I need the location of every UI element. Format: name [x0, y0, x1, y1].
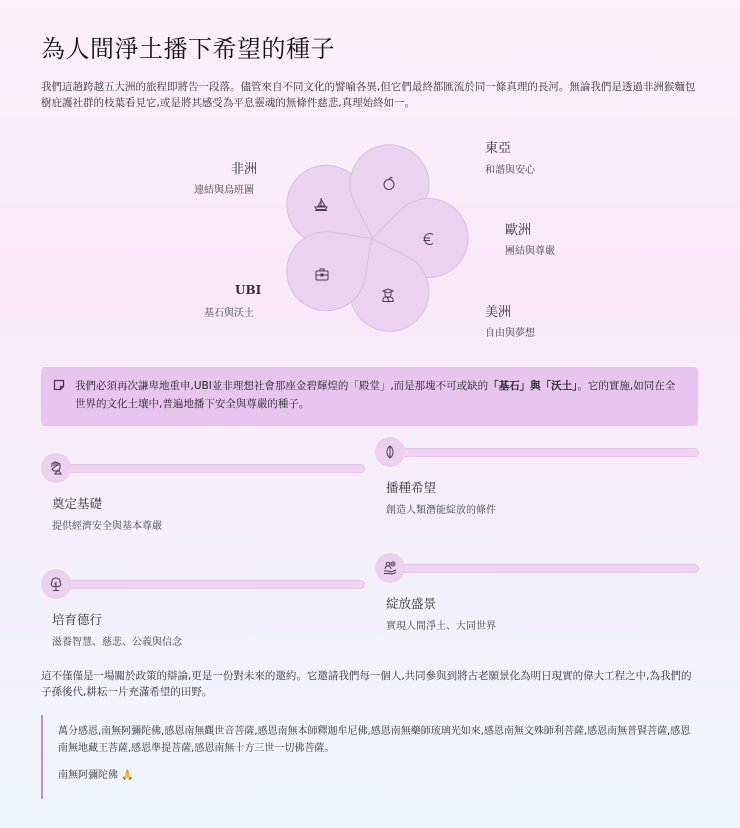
ubi-label: UBI: [235, 283, 262, 297]
card-progress-bar: [61, 580, 365, 589]
ubi-sublabel: 基石與沃土: [204, 308, 254, 319]
card-progress-bar: [395, 564, 699, 573]
east-asia-label: 東亞: [485, 141, 512, 156]
east-asia-sublabel: 和諧與安心: [485, 165, 535, 176]
gratitude-blockquote: [41, 715, 698, 799]
sailboat-icon: [313, 196, 329, 212]
amitabha-text: 南無阿彌陀佛 🙏: [58, 770, 134, 781]
callout-and: 與: [530, 380, 541, 392]
africa-sublabel: 連結與烏班圖: [194, 185, 254, 196]
outro-paragraph: 這不僅僅是一場關於政策的辯論,更是一份對未來的邀約。它邀請我們每一個人,共同參與到將古老願景化為明日現實的偉大工程之中,為我們的子孫後代,耕耘一片充滿希望的田野。: [41, 670, 692, 698]
page-title: 為人間淨土播下希望的種子: [41, 35, 335, 63]
card-icon-circle: [41, 453, 71, 483]
card-subtitle: 滋養智慧、慈悲、公義與信念: [52, 637, 182, 648]
apple-icon: [381, 175, 397, 191]
callout-text-before: 我們必須再次謙卑地重申,UBI並非理想社會那座金碧輝煌的「殿堂」,而是那塊不可或缺的: [75, 380, 489, 392]
callout-box: [41, 367, 698, 426]
card-subtitle: 創造人類潛能綻放的條件: [386, 505, 496, 516]
card-subtitle: 提供經濟安全與基本尊嚴: [52, 521, 162, 532]
note-icon: [53, 379, 65, 391]
europe-label: 歐洲: [505, 223, 532, 238]
tree-icon: [48, 576, 64, 592]
card-title: 培育德行: [52, 612, 103, 627]
callout-text-after: 。它的實施,如同在全世界的文化土壤中,普遍地播下安全與尊嚴的種子。: [75, 380, 676, 410]
flower-diagram: [0, 0, 740, 360]
europe-sublabel: 團結與尊嚴: [505, 246, 555, 257]
graduate-icon: [380, 287, 396, 303]
americas-sublabel: 自由與夢想: [485, 328, 535, 339]
seed-icon: [382, 444, 398, 460]
euro-icon: [421, 231, 437, 247]
fist-icon: [48, 460, 64, 476]
card-icon-circle: [375, 437, 405, 467]
briefcase-icon: [314, 266, 330, 282]
callout-bold-foundation: 「基石」: [488, 380, 531, 392]
americas-label: 美洲: [485, 305, 512, 320]
card-title: 綻放盛景: [386, 596, 437, 611]
intro-paragraph: 我們這趟跨越五大洲的旅程即將告一段落。儘管來自不同文化的譬喻各異,但它們最終都匯流於同一條真理的長河。無論我們是透過非洲猴麵包樹庇護社群的枝葉看見它,或是將其感受為平息靈魂的無條件慈悲,真理始終如一。: [41, 81, 696, 109]
card-subtitle: 實現人間淨土、大同世界: [386, 621, 496, 632]
africa-label: 非洲: [231, 162, 258, 177]
card-icon-circle: [41, 569, 71, 599]
card-icon-circle: [375, 553, 405, 583]
card-progress-bar: [395, 448, 699, 457]
gratitude-text: 萬分感恩,南無阿彌陀佛,感恩南無觀世音菩薩,感恩南無本師釋迦牟尼佛,感恩南無藥師琉璃光如來,感恩南無文殊師利菩薩,感恩南無普賢菩薩,感恩南無地藏王菩薩,感恩準提菩薩,感恩南無十方三世一切佛菩薩。: [58, 726, 691, 754]
callout-bold-soil: 「沃土」: [540, 380, 578, 392]
community-hand-icon: [382, 560, 398, 576]
card-progress-bar: [61, 464, 365, 473]
card-title: 播種希望: [386, 480, 437, 495]
card-title: 奠定基礎: [52, 496, 103, 511]
